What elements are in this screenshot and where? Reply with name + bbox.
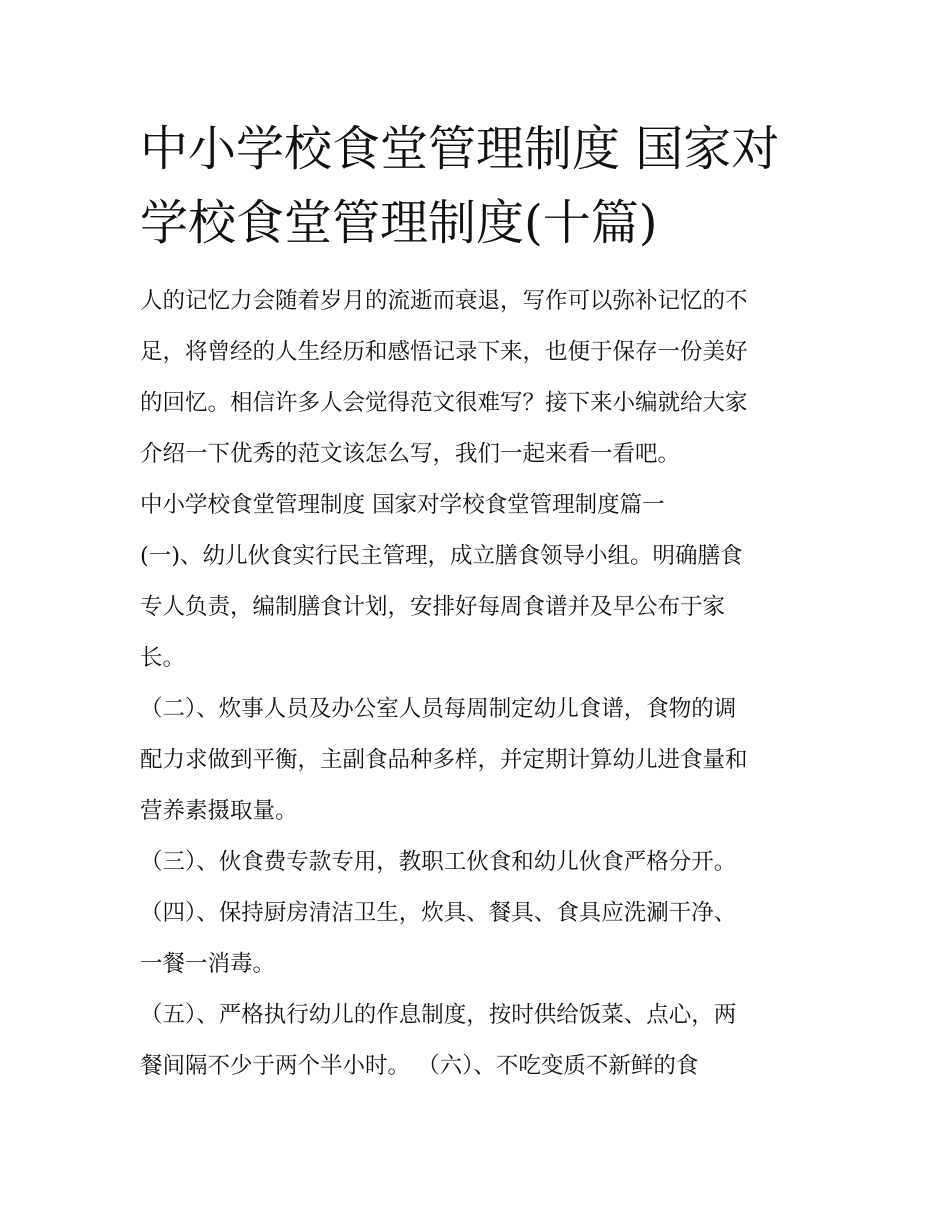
intro-line-1: 人的记忆力会随着岁月的流逝而衰退，写作可以弥补记忆的不 bbox=[140, 288, 748, 314]
item-1-line-2: 专人负责，编制膳食计划，安排好每周食谱并及早公布于家 bbox=[140, 594, 726, 620]
item-4-line-2: 一餐一消毒。 bbox=[140, 951, 276, 977]
item-3-line-1: （三）、伙食费专款专用，教职工伙食和幼儿伙食严格分开。 bbox=[140, 849, 737, 875]
intro-line-3: 的回忆。相信许多人会觉得范文很难写？接下来小编就给大家 bbox=[140, 390, 748, 416]
item-4-line-1: （四）、保持厨房清洁卫生，炊具、餐具、食具应洗涮干净、 bbox=[140, 900, 737, 926]
item-2-line-1: （二）、炊事人员及办公室人员每周制定幼儿食谱，食物的调 bbox=[140, 696, 737, 722]
title-line-2: 学校食堂管理制度(十篇) bbox=[140, 195, 658, 251]
item-5-line-1: （五）、严格执行幼儿的作息制度，按时供给饭菜、点心，两 bbox=[140, 1002, 737, 1028]
item-5-line-2: 餐间隔不少于两个半小时。 （六）、不吃变质不新鲜的食 bbox=[140, 1053, 699, 1079]
item-1-line-1: (一)、幼儿伙食实行民主管理，成立膳食领导小组。明确膳食 bbox=[140, 543, 743, 569]
item-2-line-2: 配力求做到平衡，主副食品种多样，并定期计算幼儿进食量和 bbox=[140, 747, 748, 773]
item-1-line-3: 长。 bbox=[140, 645, 186, 671]
document-body bbox=[140, 276, 820, 1092]
intro-line-4: 介绍一下优秀的范文该怎么写，我们一起来看一看吧。 bbox=[140, 441, 681, 467]
section-heading: 中小学校食堂管理制度 国家对学校食堂管理制度篇一 bbox=[140, 492, 665, 518]
title-line-1: 中小学校食堂管理制度 国家对 bbox=[140, 121, 780, 177]
intro-line-2: 足，将曾经的人生经历和感悟记录下来，也便于保存一份美好 bbox=[140, 339, 748, 365]
document-title bbox=[140, 112, 820, 260]
item-2-line-3: 营养素摄取量。 bbox=[140, 798, 298, 824]
